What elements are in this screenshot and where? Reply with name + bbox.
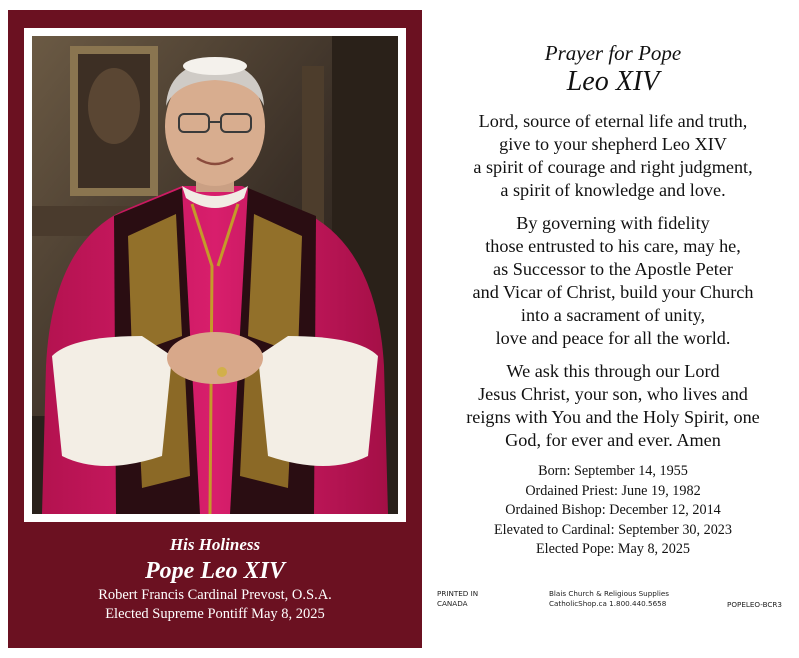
prayer-line: reigns with You and the Holy Spirit, one bbox=[466, 407, 760, 427]
fact-elevated-cardinal: Elevated to Cardinal: September 30, 2023 bbox=[494, 521, 732, 538]
fact-ordained-priest: Ordained Priest: June 19, 1982 bbox=[525, 482, 701, 499]
prayer-title: Prayer for Pope bbox=[544, 41, 682, 65]
prayer-line: Lord, source of eternal life and truth, bbox=[478, 111, 748, 131]
prayer-stanza-2 bbox=[428, 212, 798, 350]
biography-facts bbox=[428, 462, 798, 560]
prayer-line: and Vicar of Christ, build your Church bbox=[472, 282, 754, 302]
prayer-line: a spirit of courage and right judgment, bbox=[473, 157, 753, 177]
honorific-title: His Holiness bbox=[169, 535, 261, 554]
prayer-line: Jesus Christ, your son, who lives and bbox=[478, 384, 748, 404]
prayer-line: give to your shepherd Leo XIV bbox=[499, 134, 727, 154]
portrait-illustration bbox=[32, 36, 398, 514]
fact-ordained-bishop: Ordained Bishop: December 12, 2014 bbox=[505, 502, 721, 518]
publisher-info: Blais Church & Religious Supplies CatholicShop.ca 1.800.440.5658 bbox=[549, 589, 669, 608]
prayer-line: those entrusted to his care, may he, bbox=[485, 236, 741, 256]
elected-line: Elected Supreme Pontiff May 8, 2025 bbox=[105, 606, 325, 622]
photo-frame bbox=[24, 28, 406, 522]
prayer-line: as Successor to the Apostle Peter bbox=[493, 259, 733, 279]
product-code: POPELEO-BCR3 bbox=[727, 600, 782, 609]
pope-portrait-photo bbox=[32, 36, 398, 514]
holy-card-front bbox=[8, 10, 422, 648]
printed-in-label: PRINTED IN CANADA bbox=[437, 589, 479, 608]
prayer-line: By governing with fidelity bbox=[516, 213, 710, 233]
prayer-panel bbox=[428, 40, 798, 560]
prayer-stanza-1 bbox=[428, 110, 798, 202]
birth-name: Robert Francis Cardinal Prevost, O.S.A. bbox=[98, 587, 332, 603]
prayer-line: a spirit of knowledge and love. bbox=[500, 180, 726, 200]
prayer-line: We ask this through our Lord bbox=[506, 361, 720, 381]
fact-elected-pope: Elected Pope: May 8, 2025 bbox=[535, 541, 691, 557]
card-caption bbox=[8, 534, 422, 624]
prayer-title-name: Leo XIV bbox=[566, 66, 660, 97]
prayer-line: God, for ever and ever. Amen bbox=[505, 430, 721, 450]
prayer-stanza-3 bbox=[428, 360, 798, 452]
prayer-line: love and peace for all the world. bbox=[495, 328, 731, 348]
fact-born: Born: September 14, 1955 bbox=[538, 463, 688, 479]
pope-name: Pope Leo XIV bbox=[145, 558, 285, 584]
prayer-line: into a sacrament of unity, bbox=[520, 305, 706, 325]
